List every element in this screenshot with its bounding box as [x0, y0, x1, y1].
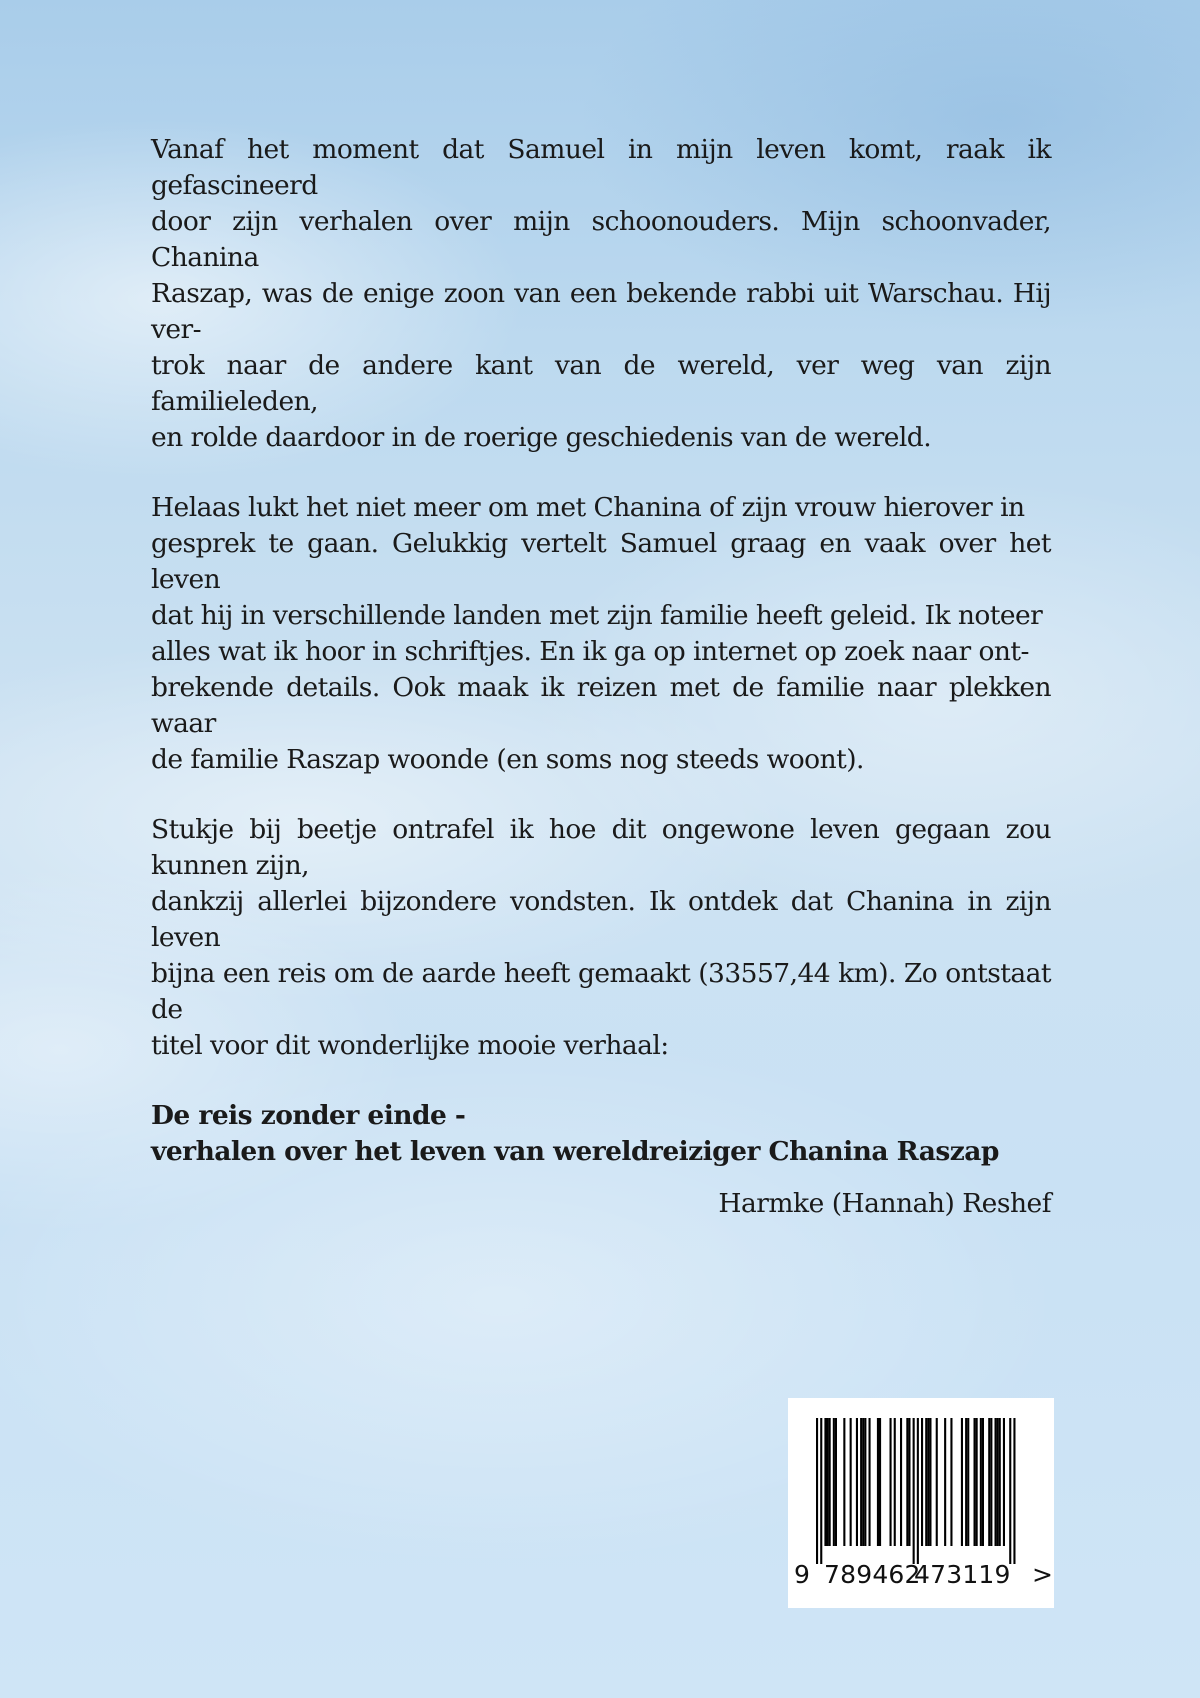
barcode-bar: [967, 1418, 969, 1546]
barcode-bar: [974, 1418, 976, 1546]
barcode-bars: [816, 1418, 1026, 1564]
barcode-bar: [864, 1418, 866, 1546]
barcode-bar: [982, 1418, 984, 1546]
barcode-bar: [843, 1418, 845, 1546]
barcode-bar: [827, 1418, 829, 1546]
barcode-bar: [908, 1418, 910, 1546]
barcode-bar: [829, 1418, 831, 1546]
blurb-paragraph-1: Vanaf het moment dat Samuel in mijn leven komt, raak ik gefascineerd door zijn verhalen over mijn schoonouders. Mijn schoonvader, Chanina Raszap, was de enige zoon van een bekende rabbi uit Warschau. Hij ver- trok naar de andere kant van de wereld, ver weg van zijn familieleden, en rolde daardoor in de roerige geschiedenis van de wereld.: [151, 134, 1051, 453]
barcode-bar: [900, 1418, 902, 1546]
book-title: [151, 1098, 1051, 1170]
barcode-bar: [833, 1418, 835, 1546]
barcode-bar: [835, 1418, 837, 1546]
barcode-bar: [988, 1418, 990, 1546]
barcode-bar: [976, 1418, 978, 1546]
blurb-paragraph-2: Helaas lukt het niet meer om met Chanina of zijn vrouw hierover in gesprek te gaan. Gelukkig vertelt Samuel graag en vaak over het leven dat hij in verschillende landen met zijn familie heeft geleid. Ik noteer alles wat ik hoor in schriftjes. En ik ga op internet op zoek naar ont- brekende details. Ook maak ik reizen met de familie naar plekken waar de familie Raszap woonde (en soms nog steeds woont).: [151, 492, 1051, 775]
book-title-line-1: De reis zonder einde -: [151, 1100, 466, 1131]
barcode-guard-bar: [820, 1418, 822, 1564]
barcode-bar: [894, 1418, 896, 1546]
barcode-bar: [980, 1418, 982, 1546]
isbn-left-digits: 789462: [824, 1560, 921, 1589]
barcode-bar: [856, 1418, 858, 1546]
barcode-guard-bar: [917, 1418, 919, 1564]
barcode-bar: [944, 1418, 946, 1546]
barcode-bar: [890, 1418, 892, 1546]
isbn-right-digits: 473119: [914, 1560, 1011, 1589]
isbn-quiet-zone-arrow: >: [1032, 1560, 1054, 1589]
barcode-guard-bar: [1013, 1418, 1015, 1564]
barcode-bar: [995, 1418, 997, 1546]
barcode-bar: [824, 1418, 826, 1546]
barcode-bar: [877, 1418, 879, 1546]
barcode-bar: [961, 1418, 963, 1546]
isbn-lead-digit: 9: [794, 1560, 811, 1589]
barcode-bar: [862, 1418, 864, 1546]
barcode-bar: [999, 1418, 1001, 1546]
barcode-bar: [921, 1418, 923, 1546]
blurb-paragraph-3: Stukje bij beetje ontrafel ik hoe dit ongewone leven gegaan zou kunnen zijn, dankzij allerlei bijzondere vondsten. Ik ontdek dat Chanina in zijn leven bijna een reis om de aarde heeft gemaakt (33557,44 km). Zo ontstaat de titel voor dit wonderlijke mooie verhaal:: [151, 814, 1051, 1061]
barcode-guard-bar: [816, 1418, 818, 1564]
barcode-bar: [860, 1418, 862, 1546]
barcode-bar: [936, 1418, 938, 1546]
barcode-bar: [869, 1418, 871, 1546]
blurb-text-block: [151, 132, 1051, 1222]
barcode-bar: [925, 1418, 927, 1546]
barcode-bar: [997, 1418, 999, 1546]
barcode-bar: [906, 1418, 908, 1546]
barcode-bar: [1003, 1418, 1005, 1546]
barcode-bar: [927, 1418, 929, 1546]
barcode-bar: [850, 1418, 852, 1546]
book-subtitle-line: verhalen over het leven van wereldreiziger Chanina Raszap: [151, 1136, 999, 1167]
barcode-bar: [950, 1418, 952, 1546]
barcode-bar: [990, 1418, 992, 1546]
isbn-barcode: [788, 1398, 1054, 1608]
barcode-guard-bar: [913, 1418, 915, 1564]
barcode-bar: [965, 1418, 967, 1546]
author-name: Harmke (Hannah) Reshef: [718, 1188, 1051, 1219]
barcode-bar: [879, 1418, 881, 1546]
barcode-guard-bar: [1009, 1418, 1011, 1564]
barcode-bar: [929, 1418, 931, 1546]
